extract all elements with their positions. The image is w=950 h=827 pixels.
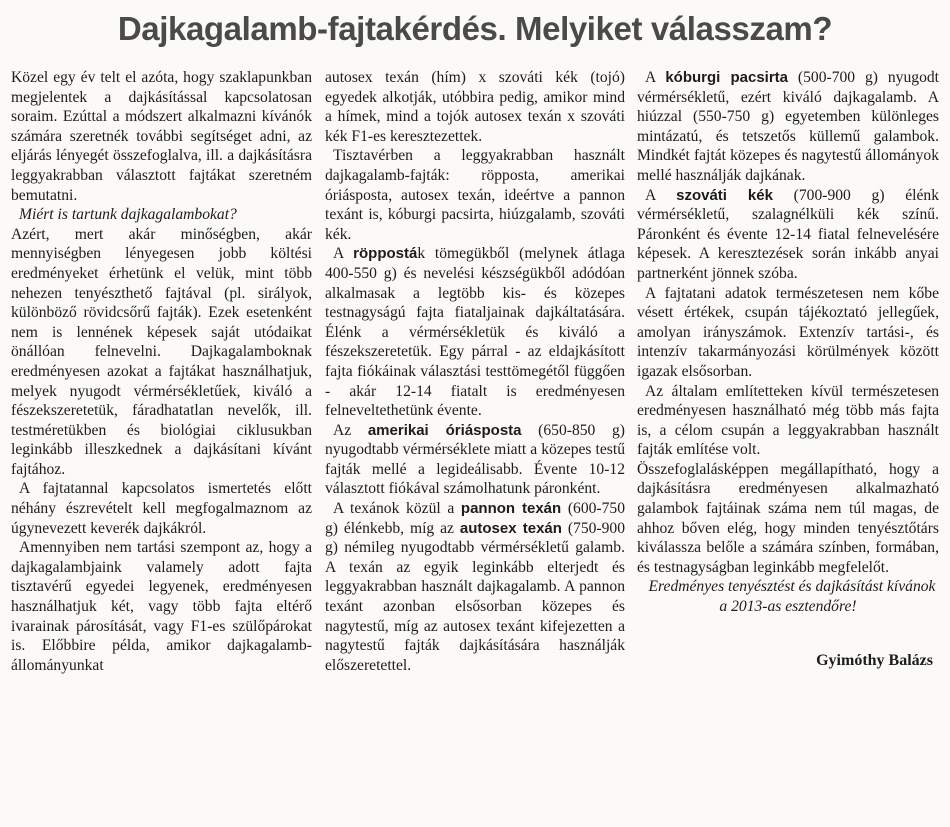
paragraph: A fajtatani adatok természetesen nem kőbe vésett értékek, csupán tájékoztató jellegűek, amolyan irányszámok. Extenzív tartási-, és intenzív takarmányozási körülmények között igazak elsősorban. [637,284,939,380]
subheading-text: Miért is tartunk dajkagalambokat? [19,206,237,224]
paragraph [637,68,939,186]
breed-name: szováti kék [676,186,773,204]
paragraph [325,499,625,675]
closing-wish: Eredményes tenyésztést és dajkásítást kívánok a 2013-as esztendőre! [648,578,936,616]
paragraph [325,421,625,499]
text: (650-850 g) nyugodtabb vérmérséklete miatt a közepes testű fajták mellé a legideálisabb. Évente 10-12 választott fiókával számolhatunk páronként. [325,421,625,498]
text: (700-900 g) élénk vérmérsékletű, szalagnélküli kék színű. Páronként és évente 12-14 fiatal felnevelésére képesek. A keresztezések során inkább anyai partnerként jönnek szóba. [637,186,939,282]
paragraph: A fajtatannal kapcsolatos ismertetés előtt néhány észrevételt kell megfogalmaznom az úgynevezett keverék dajkákról. [11,480,312,537]
text: Az [333,421,352,439]
paragraph: autosex texán (hím) x szováti kék (tojó) egyedek alkotják, utóbbira pedig, amikor mind a hímek, mind a tojók autosex texán x szováti kék F1-es keresztezettek. [325,69,625,145]
column-3 [637,68,939,670]
text: A [333,245,344,263]
author-signature: Gyimóthy Balázs [816,651,933,669]
intro-paragraph: Közel egy év telt el azóta, hogy szaklapunkban megjelentek a dajkásítással kapcsolatosan soraim. Ezúttal a módszert alkalmazni kívánók számára szeretnék további segítséget adni, az eljárás lényegét összefoglalva, ill. a dajkásításra leggyakrabban választott fajtákat szeretném bemutatni. [11,69,312,204]
breed-name: röppostá [353,245,418,263]
column-1 [11,68,312,675]
text: (750-900 g) némileg nyugodtabb vérmérsékletű galamb. A texán az egyik leginkább elterjedt és leggyakrabban használt dajkagalamb. A pannon texánt azonban elsősorban közepes és nagytestű, míg az autosex texánt kifejezetten a nagytestű fajták dajkásítására használják előszeretettel. [325,519,625,674]
subheading [11,205,312,225]
text: k tömegükből (melynek átlaga 400-550 g) és nevelési készségükből adódóan alkalmasak a legtöbb kis- és közepes testnagyságú fajta fiataljainak dajkáltatására. Élénk a vérmérsékletük és kiváló a fészekszeretetük. Egy párral - az eldajkásított fajta fiókáinak választási testtömegétől függően - akár 12-14 fiatalt is eredményesen felneveltethetünk évente. [325,245,625,420]
text: A [645,69,656,86]
article-title: Dajkagalamb-fajtakérdés. Melyiket válasszam? [117,10,833,47]
column-2 [325,68,625,675]
breed-name: amerikai óriásposta [367,421,522,439]
paragraph: Amennyiben nem tartási szempont az, hogy a dajkagalambjaink valamely adott fajta tisztavérű egyedei legyenek, eredményesen használhatjuk két, vagy több fajta eltérő ivarainak párosítását, vagy F1-es szülőpárokat is. Előbbire példa, amikor dajkagalamb-állományunkat [11,539,312,674]
text: A [645,186,656,204]
paragraph: Az általam említetteken kívül természetesen eredményesen használható még több más fajta is, a célom csupán a leggyakrabban használt fajták említése volt. [637,382,939,459]
paragraph [325,244,625,420]
paragraph: Tisztavérben a leggyakrabban használt dajkagalamb-fajták: röpposta, amerikai óriásposta, autosex texán, ideértve a pannon texánt is, kóburgi pacsirta, hiúzgalamb, szováti kék. [325,147,625,243]
text: (600-750 g) élénkebb, míg az [325,500,626,537]
text: A texánok közül a [333,500,455,518]
breed-name: kóburgi pacsirta [665,69,789,86]
text: (500-700 g) nyugodt vérmérsékletű, ezért kiváló dajkagalamb. A hiúzzal (550-750 g) egyetemben különleges mintázatú, és tetszetős küllemű galambok. Mindkét fajtát közepes és nagytestű állományok mellé használják dajkának. [637,69,939,184]
paragraph: Azért, mert akár minőségben, akár mennyiségben lényegesen jobb költési eredményeket érhetünk el velük, mint több nehezen tenyészthető fajtával (pl. sirályok, különböző rövidcsőrű fajták). Ezek esetenként nem is lennének képesek saját utódaikat önállóan felnevelni. Dajkagalamboknak eredményesen azokat a fajtákat használhatjuk, melyek nyugodt vérmérsékletűek, kiváló a fészekszeretetük, fáradhatatlan nevelők, ill. testméretükben és biológiai ciklusukban leginkább illeszkednek a dajkásítani kívánt fajtához. [11,225,312,478]
breed-name: pannon texán [460,500,562,518]
paragraph: Összefoglalásképpen megállapítható, hogy a dajkásításra eredményesen alkalmazható galambok fajtáinak száma nem túl magas, de ahhoz bőven elég, hogy minden tenyésztőtárs kiválassza belőle a számára színben, formában, és testnagyságban leginkább megfelelőt. [637,460,939,576]
paragraph [637,186,939,284]
breed-name: autosex texán [459,519,562,537]
